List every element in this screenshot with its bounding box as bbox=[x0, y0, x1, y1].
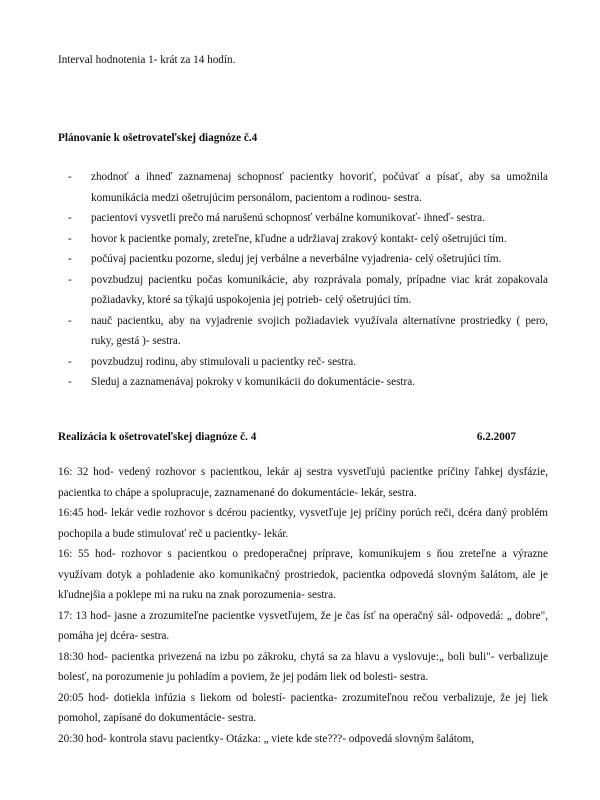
realization-heading-row bbox=[58, 427, 516, 448]
planning-heading: Plánovanie k ošetrovateľskej diagnóze č.4 bbox=[58, 132, 258, 144]
interval-line: Interval hodnotenia 1- krát za 14 hodín. bbox=[58, 54, 236, 66]
list-item: - počúvaj pacientku pozorne, sleduj jej verbálne a neverbálne vyjadrenia- celý ošetrujúci tím. bbox=[68, 253, 502, 265]
list-item: - Sleduj a zaznamenávaj pokroky v komunikácii do dokumentácie- sestra. bbox=[68, 376, 416, 388]
realization-date: 6.2.2007 bbox=[476, 431, 516, 443]
log-entry: 16:45 hod- lekár vedie rozhovor s dcérou pacientky, vysvetľuje jej príčiny porúch reči, dcéra daný problém pochopila a bude stimulovať reč u pacientky- lekár. bbox=[58, 507, 548, 540]
log-entry: 18:30 hod- pacientka privezená na izbu po zákroku, chytá sa za hlavu a vyslovuje:„ boli buli"- verbalizuje bolesť, na porozumenie ju pohladím a poviem, že jej podám liek od bolesti- sestra. bbox=[58, 650, 548, 683]
list-item: - povzbudzuj pacientku počas komunikácie, aby rozprávala pomaly, prípadne viac krát zopakovala požiadavky, ktoré sa týkajú uspokojenia jej potrieb- celý ošetrujúci tím. bbox=[68, 273, 548, 306]
list-item: - hovor k pacientke pomaly, zreteľne, kľudne a udržiavaj zrakový kontakt- celý ošetrujúci tím. bbox=[68, 232, 507, 245]
log-entry: 16: 32 hod- vedený rozhovor s pacientkou, lekár aj sestra vysvetľujú pacientke príčiny ľahkej dysfázie, pacientka to chápe a spolupracuje, zaznamenané do dokumentácie- lekár, sestra. bbox=[58, 466, 548, 499]
list-item: - povzbudzuj rodinu, aby stimulovali u pacientky reč- sestra. bbox=[68, 355, 357, 368]
list-item: - nauč pacientku, aby na vyjadrenie svojich požiadaviek využívala alternatívne prostriedky ( pero, ruky, gestá )- sestra. bbox=[68, 314, 548, 347]
realization-heading: Realizácia k ošetrovateľskej diagnóze č. 4 bbox=[58, 431, 257, 443]
log-entry: 16: 55 hod- rozhovor s pacientkou o predoperačnej príprave, komunikujem s ňou zreteľne a výrazne využívam dotyk a pohladenie ako komunikačný prostriedok, pacientka odpovedá slovným šalátom, ale je kľudnejšia a poklepe mi na ruku na znak porozumenia- sestra. bbox=[58, 548, 548, 601]
realization-entries bbox=[58, 462, 548, 749]
list-item: - pacientovi vysvetli prečo má narušenú schopnosť verbálne komunikovať- ihneď- sestra. bbox=[68, 212, 485, 224]
log-entry: 20:30 hod- kontrola stavu pacientky- Otázka: „ viete kde ste???- odpovedá slovným šalátom, bbox=[58, 732, 474, 745]
log-entry: 17: 13 hod- jasne a zrozumiteľne pacientke vysvetľujem, že je čas ísť na operačný sál- odpovedá: „ dobre", pomáha jej dcéra- sestra. bbox=[58, 609, 548, 642]
log-entry: 20:05 hod- dotiekla infúzia s liekom od bolestí- pacientka- zrozumiteľnou rečou verbalizuje, že jej liek pomohol, zapísané do dokumentácie- sestra. bbox=[58, 691, 548, 724]
list-item: - zhodnoť a ihneď zaznamenaj schopnosť pacientky hovoriť, počúvať a písať, aby sa umožnila komunikácia medzi ošetrujúcim personálom, pacientom a rodinou- sestra. bbox=[68, 171, 548, 204]
planning-list bbox=[58, 167, 548, 393]
